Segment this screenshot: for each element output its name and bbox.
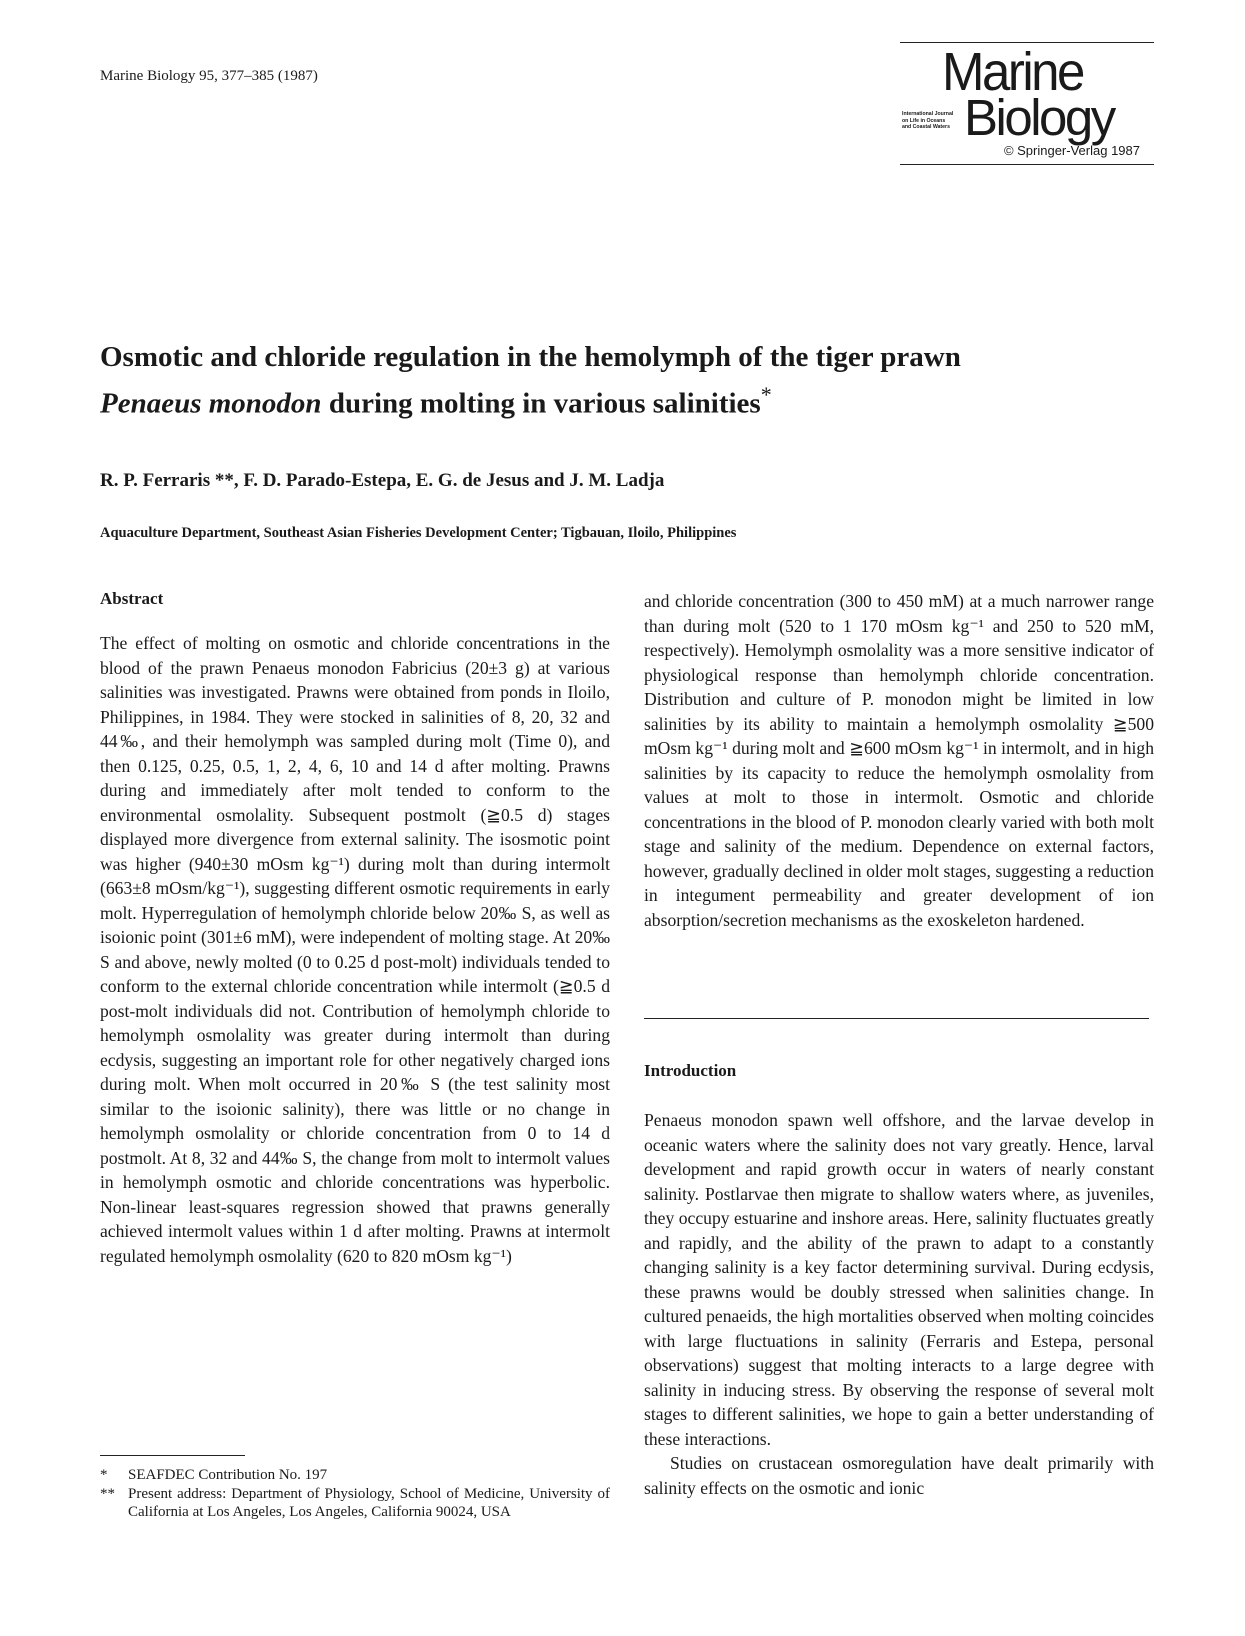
- footnote-mark: **: [100, 1485, 115, 1502]
- logo-tagline-line: and Coastal Waters: [902, 124, 950, 131]
- abstract-column-left: [100, 631, 610, 1393]
- article-title: [100, 338, 1140, 423]
- logo-word-biology: Biology: [964, 89, 1114, 146]
- title-line-1: Osmotic and chloride regulation in the hemolymph of the tiger prawn: [100, 341, 961, 373]
- abstract-heading: Abstract: [100, 589, 164, 608]
- copyright-notice: © Springer-Verlag 1987: [1003, 143, 1140, 158]
- journal-logo: [900, 42, 1154, 165]
- footnote: [100, 1466, 610, 1485]
- abstract-column-right: [644, 589, 1154, 1014]
- title-footnote-mark: *: [760, 382, 772, 407]
- abstract-paragraph: The effect of molting on osmotic and chloride concentrations in the blood of the prawn Penaeus monodon Fabricius (20±3 g) at various salinities was investigated. Prawns were obtained from ponds in Iloilo, Philippines, in 1984. They were stocked in salinities of 8, 20, 32 and 44‰, and their hemolymph was sampled during molt (Time 0), and then 0.125, 0.25, 0.5, 1, 2, 4, 6, 10 and 14 d after molting. Prawns during and immediately after molt tended to conform to the environmental osmolality. Subsequent postmolt (≧0.5 d) stages displayed more divergence from external salinity. The isosmotic point was higher (940±30 mOsm kg⁻¹) during molt than during intermolt (663±8 mOsm/kg⁻¹), suggesting different osmotic requirements in early molt. Hyperregulation of hemolymph chloride below 20‰ S, as well as isoionic point (301±6 mM), were independent of molting stage. At 20‰ S and above, newly molted (0 to 0.25 d post-molt) individuals tended to conform to the external chloride concentration while intermolt (≧0.5 d post-molt individuals did not. Contribution of hemolymph chloride to hemolymph osmolality was greater during intermolt than during ecdysis, suggesting an important role for other negatively charged ions during molt. When molt occurred in 20‰ S (the test salinity most similar to the isoionic salinity), there was little or no change in hemolymph osmolality or chloride concentration from 0 to 14 d postmolt. At 8, 32 and 44‰ S, the change from molt to intermolt values in hemolymph osmotic and chloride concentrations was hyperbolic. Non-linear least-squares regression showed that prawns generally achieved intermolt values within 1 d after molting. Prawns at intermolt regulated hemolymph osmolality (620 to 820 mOsm kg⁻¹): [100, 633, 610, 1266]
- footnote-mark: *: [100, 1467, 108, 1483]
- introduction-heading: Introduction: [644, 1061, 737, 1080]
- footnote-rule: [100, 1455, 245, 1456]
- affiliation: Aquaculture Department, Southeast Asian Fisheries Development Center; Tigbauan, Iloilo, Philippines: [100, 525, 737, 541]
- logo-bottom-rule: [900, 164, 1154, 165]
- title-species: Penaeus monodon: [100, 387, 322, 420]
- introduction-paragraph: Penaeus monodon spawn well offshore, and the larvae develop in oceanic waters where the salinity does not vary greatly. Hence, larval development and rapid growth occur in waters of nearly constant salinity. Postlarvae then migrate to shallow waters where, as juveniles, they occupy estuarine and inshore areas. Here, salinity fluctuates greatly and rapidly, and the ability of the prawn to adapt to a constantly changing salinity is a key factor determining survival. During ecdysis, these prawns would be doubly stressed when salinities change. In cultured penaeids, the high mortalities observed when molting coincides with large fluctuations in salinity (Ferraris and Estepa, personal observations) suggest that molting interacts to a large degree with salinity in inducing stress. By observing the response of several molt stages to different salinities, we hope to gain a better understanding of these interactions.: [644, 1110, 1154, 1449]
- logo-tagline: [902, 111, 964, 131]
- footnote-text: SEAFDEC Contribution No. 197: [128, 1467, 328, 1483]
- introduction-column: [644, 1108, 1154, 1553]
- logo-tagline-line: International Journal: [902, 111, 954, 118]
- footnote: [100, 1485, 610, 1522]
- footnote-text: Present address: Department of Physiology, School of Medicine, University of California at Los Angeles, Los Angeles, California 90024, USA: [128, 1485, 610, 1520]
- title-line-2: [100, 376, 1140, 423]
- footnotes: [100, 1466, 610, 1522]
- title-rest: during molting in various salinities: [321, 387, 761, 420]
- author-list: R. P. Ferraris **, F. D. Parado-Estepa, E. G. de Jesus and J. M. Ladja: [100, 470, 665, 491]
- logo-word-marine: Marine: [942, 41, 1083, 102]
- introduction-paragraph: Studies on crustacean osmoregulation have dealt primarily with salinity effects on the osmotic and ionic: [644, 1453, 1154, 1498]
- logo-tagline-line: on Life in Oceans: [902, 117, 946, 124]
- abstract-paragraph-continued: and chloride concentration (300 to 450 mM) at a much narrower range than during molt (520 to 1 170 mOsm kg⁻¹ and 250 to 520 mM, respectively). Hemolymph osmolality was a more sensitive indicator of physiological response than hemolymph chloride concentration. Distribution and culture of P. monodon might be limited in low salinities by its ability to maintain a hemolymph osmolality ≧500 mOsm kg⁻¹ during molt and ≧600 mOsm kg⁻¹ in intermolt, and in high salinities by its capacity to reduce the hemolymph osmolality from values at molt to those in intermolt. Osmotic and chloride concentrations in the blood of P. monodon clearly varied with both molt stage and salinity of the medium. Dependence on external factors, however, gradually declined in older molt stages, suggesting a reduction in integument permeability and greater development of ion absorption/secretion mechanisms as the exoskeleton hardened.: [644, 591, 1154, 930]
- section-divider: [644, 1018, 1149, 1019]
- journal-citation: Marine Biology 95, 377–385 (1987): [100, 68, 318, 84]
